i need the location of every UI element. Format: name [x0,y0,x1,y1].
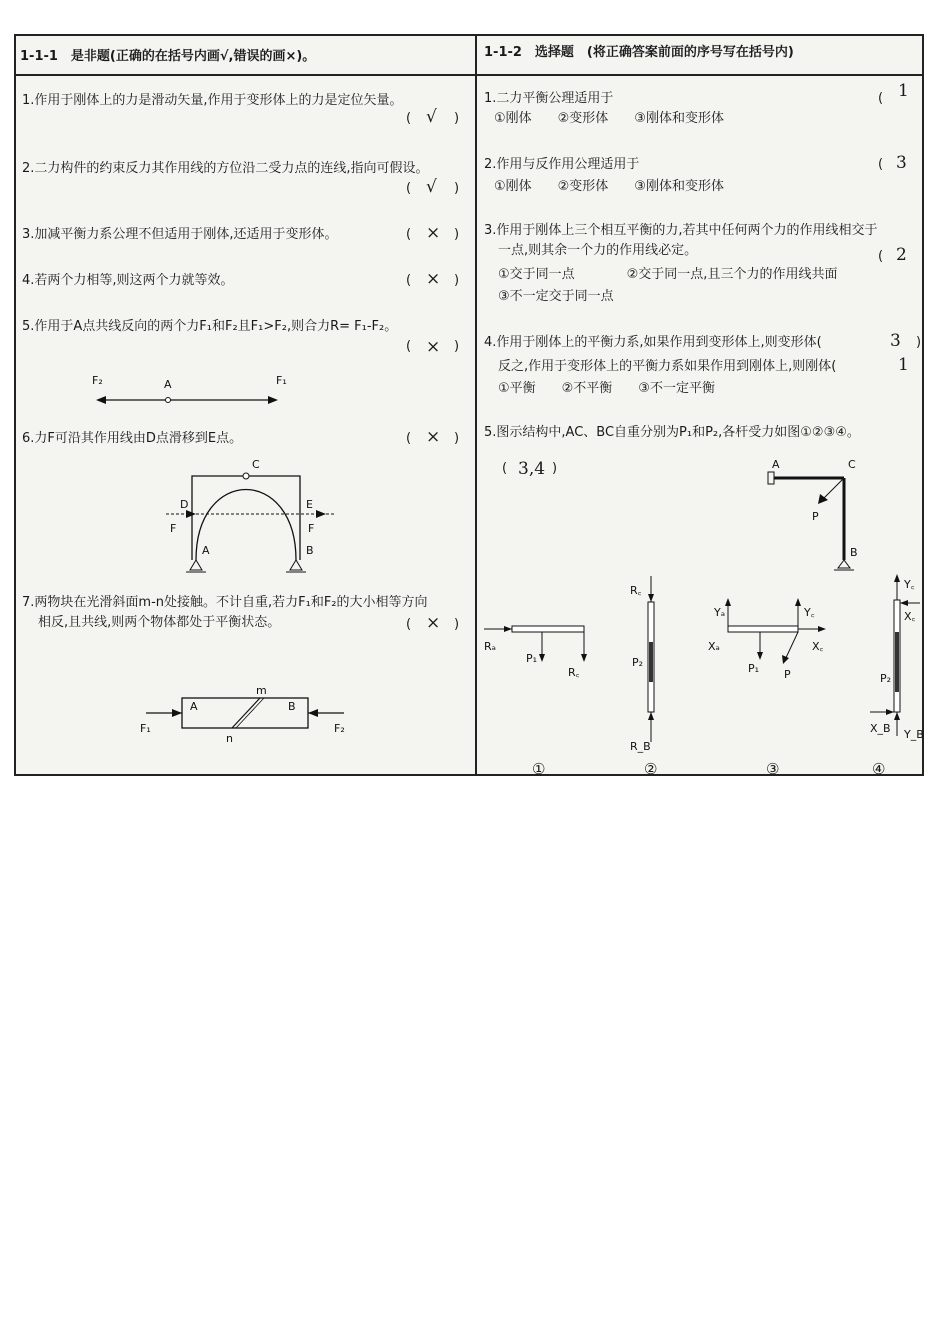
paren-open: ( [406,227,412,242]
label-f: F [170,522,177,535]
column-divider [475,36,477,776]
label-p2: P₂ [880,672,892,685]
force-arrow-icon [648,594,654,602]
force-arrow-icon [186,510,196,518]
label-a: A [164,378,172,391]
label-f1: F₁ [276,374,287,387]
free-body-diagram-2 [626,572,676,752]
force-arrow-icon [539,654,545,662]
mc-question-3-line2: 一点,则其余一个力的作用线必定。 [498,243,698,258]
tf-question-7-line1: 7.两物块在光滑斜面m-n处接触。不计自重,若力F₁和F₂的大小相等方向 [22,595,428,610]
label-xc: X꜀ [904,610,916,623]
label-p2: P₂ [632,656,644,669]
label-m: m [256,684,267,697]
mc-question-2-options: ①刚体 ②变形体 ③刚体和变形体 [494,179,724,194]
arrow-left-icon [96,396,106,404]
mc-answer-4b: 1 [898,355,909,375]
label-yb: Y_B [904,728,924,741]
label-ra: Rₐ [484,640,496,653]
structure-diagram [764,456,864,576]
pin-support-icon [838,560,850,568]
paren-close: ) [454,339,460,354]
mc-answer-2: 3 [896,153,907,173]
mc-answer-3: 2 [896,245,907,265]
fbd-label-1: ① [532,760,546,778]
paren-close: ) [552,461,558,476]
force-arrow-icon [725,598,731,606]
label-a: A [190,700,198,713]
force-arrow-icon [172,709,182,717]
tf-answer-5: × [426,337,441,357]
paren-close: ) [454,111,460,126]
pin-support-icon [290,560,302,570]
paren-close: ) [454,227,460,242]
label-p1: P₁ [748,662,760,675]
paren-open: ( [406,339,412,354]
right-header-rule [477,74,924,76]
paren-open: ( [502,461,508,476]
force-arrow-icon [504,626,512,632]
force-arrow-icon [894,712,900,720]
paren-close: ) [454,431,460,446]
force-arrow-icon [900,600,908,606]
tf-answer-7: × [426,613,441,633]
paren-close: ) [454,273,460,288]
paren-open: ( [406,431,412,446]
tf-question-2: 2.二力构件的约束反力其作用线的方位沿二受力点的连线,指向可假设。 [22,161,429,176]
label-rc: R꜀ [568,666,580,679]
label-rc: R꜀ [630,584,642,597]
force-arrow-icon [795,598,801,606]
mc-question-2: 2.作用与反作用公理适用于 [484,157,640,172]
mc-question-4-line2: 反之,作用于变形体上的平衡力系如果作用到刚体上,则刚体( [498,359,837,374]
label-xb: X_B [870,722,891,735]
paren-open: ( [406,617,412,632]
worksheet-scan [14,34,924,776]
force-arrow-icon [581,654,587,662]
tf-answer-2: √ [426,177,437,197]
label-ya: Yₐ [714,606,726,619]
force-arrow-icon [818,626,826,632]
label-a: A [202,544,210,557]
label-b: B [850,546,858,559]
label-f2: F₂ [92,374,103,387]
tf-question-6: 6.力F可沿其作用线由D点滑移到E点。 [22,431,243,446]
label-yc: Y꜀ [904,578,915,591]
fbd-label-3: ③ [766,760,780,778]
tf-question-4: 4.若两个力相等,则这两个力就等效。 [22,273,234,288]
left-header-rule [16,74,475,76]
paren-close: ) [454,181,460,196]
force-arrow-icon [316,510,326,518]
label-yc: Y꜀ [804,606,815,619]
mc-question-3-line1: 3.作用于刚体上三个相互平衡的力,若其中任何两个力的作用线相交于 [484,223,878,238]
label-p1: P₁ [526,652,538,665]
tf-answer-1: √ [426,107,437,127]
paren-open: ( [406,273,412,288]
label-f: F [308,522,315,535]
left-section-header: 1-1-1 是非题(正确的在括号内画√,错误的画×)。 [20,49,316,64]
blocks-incline-diagram [136,684,356,744]
force-arrow-icon [757,652,763,660]
free-body-diagram-1 [482,616,602,686]
collinear-forces-diagram [86,370,286,410]
tf-question-3: 3.加减平衡力系公理不但适用于刚体,还适用于变形体。 [22,227,338,242]
label-c: C [252,458,260,471]
paren-open: ( [878,157,884,172]
label-a: A [772,458,780,471]
label-d: D [180,498,189,511]
right-section-header: 1-1-2 选择题 (将正确答案前面的序号写在括号内) [484,45,794,60]
mc-question-4-options: ①平衡 ②不平衡 ③不一定平衡 [498,381,715,396]
mc-question-1: 1.二力平衡公理适用于 [484,91,614,106]
tf-answer-4: × [426,269,441,289]
tf-question-5: 5.作用于A点共线反向的两个力F₁和F₂且F₁>F₂,则合力R= F₁-F₂。 [22,319,398,334]
label-b: B [288,700,296,713]
label-c: C [848,458,856,471]
label-xc: X꜀ [812,640,824,653]
mc-question-4-line1: 4.作用于刚体上的平衡力系,如果作用到变形体上,则变形体( [484,335,822,350]
label-p: P [812,510,819,523]
mc-answer-5: 3,4 [518,459,546,479]
tf-question-7-line2: 相反,且共线,则两个物体都处于平衡状态。 [38,615,281,630]
label-p: P [784,668,791,681]
wall-support-icon [768,472,774,484]
label-n: n [226,732,233,745]
label-f1: F₁ [140,722,151,735]
fbd-label-4: ④ [872,760,886,778]
paren-open: ( [878,91,884,106]
paren-close: ) [916,335,922,350]
mc-answer-1: 1 [898,81,909,101]
label-xa: Xₐ [708,640,720,653]
tf-question-1: 1.作用于刚体上的力是滑动矢量,作用于变形体上的力是定位矢量。 [22,93,403,108]
arrow-right-icon [268,396,278,404]
arch-frame-diagram [166,456,346,588]
paren-close: ) [454,617,460,632]
mc-question-3-opt2: ③不一定交于同一点 [498,289,614,304]
fbd-label-2: ② [644,760,658,778]
mc-question-1-options: ①刚体 ②变形体 ③刚体和变形体 [494,111,724,126]
force-arrow-icon [308,709,318,717]
free-body-diagram-3 [700,592,840,682]
label-b: B [306,544,314,557]
label-f2: F₂ [334,722,345,735]
mc-answer-4a: 3 [890,331,901,351]
label-e: E [306,498,313,511]
paren-open: ( [406,111,412,126]
tf-answer-6: × [426,427,441,447]
pin-support-icon [190,560,202,570]
free-body-diagram-4 [866,572,926,742]
force-arrow-icon [886,709,894,715]
label-rb: R_B [630,740,651,753]
paren-open: ( [878,249,884,264]
force-arrow-icon [894,574,900,582]
mc-question-5: 5.图示结构中,AC、BC自重分别为P₁和P₂,各杆受力如图①②③④。 [484,425,860,440]
force-arrow-icon [648,712,654,720]
force-arrow-icon [782,655,789,664]
tf-answer-3: × [426,223,441,243]
paren-open: ( [406,181,412,196]
mc-question-3-opt1: ①交于同一点 ②交于同一点,且三个力的作用线共面 [498,267,838,282]
